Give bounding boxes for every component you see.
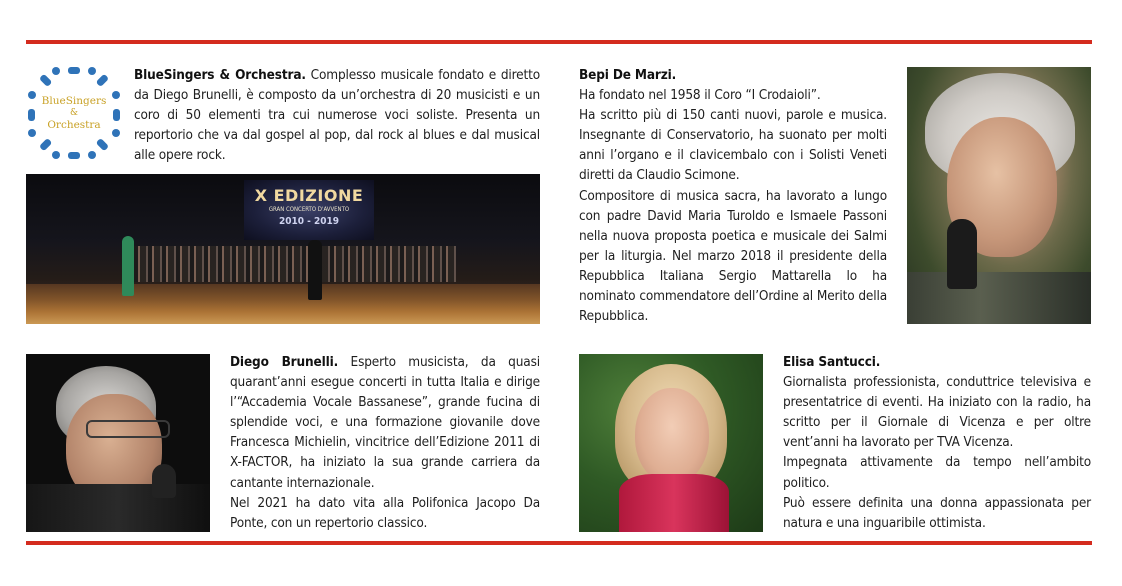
diego-portrait <box>26 354 210 532</box>
bepi-paragraph-1: Ha fondato nel 1958 il Coro “I Crodaioli”. <box>579 87 821 104</box>
conductor-silhouette <box>308 240 322 300</box>
screen-title: X EDIZIONE <box>254 186 364 205</box>
stage-floor <box>26 284 540 324</box>
logo-line3: Orchestra <box>47 119 101 131</box>
screen-years: 2010 - 2019 <box>278 216 340 227</box>
logo-line1: BlueSingers <box>41 95 107 107</box>
elisa-portrait <box>579 354 763 532</box>
diego-text-block <box>230 352 540 533</box>
elisa-paragraph-1: Giornalista professionista, conduttrice televisiva e presentatrice di eventi. Ha iniziato con la radio, ha scritto per il Giornale di Vicenza e per oltre vent’anni ha lavorato per TVA Vicenza. <box>783 374 1091 451</box>
elisa-text-block <box>783 352 1091 533</box>
logo-line2: & <box>69 108 78 118</box>
stage-screen <box>244 180 374 240</box>
choir-silhouette <box>126 246 456 282</box>
bepi-paragraph-2: Ha scritto più di 150 canti nuovi, parole e musica. Insegnante di Conservatorio, ha suonato per molti anni l’organo e il clavicembalo con i Solisti Veneti diretti da Claudio Scimone. <box>579 107 887 184</box>
bepi-portrait <box>907 67 1091 324</box>
bluesingers-text-block <box>134 65 540 165</box>
bepi-paragraph-3: Compositore di musica sacra, ha lavorato a lungo con padre David Maria Turoldo e Ismaele Passoni nella nuova proposta poetica e musicale dei Salmi per la liturgia. Nel marzo 2018 il presidente della Repubblica Italiana Sergio Mattarella lo ha nominato commendatore dell’Ordine al Merito della Repubblica. <box>579 187 887 325</box>
diego-paragraph-2: Nel 2021 ha dato vita alla Polifonica Jacopo Da Ponte, con un repertorio classico. <box>230 494 540 531</box>
elisa-paragraph-2: Impegnata attivamente da tempo nell’ambito politico. <box>783 454 1091 491</box>
top-red-rule <box>26 40 1092 44</box>
soloist-silhouette <box>122 236 134 296</box>
bottom-red-rule <box>26 541 1092 545</box>
elisa-paragraph-3: Può essere definita una donna appassionata per natura e una inguaribile ottimista. <box>783 494 1091 531</box>
bluesingers-description: Complesso musicale fondato e diretto da Diego Brunelli, è composto da un’orchestra di 20 musicisti e un coro di 50 elementi tra cui numerose voci soliste. Presenta un reportorio che va dal gospel al pop, dal rock al blues e dal musical alle opere rock. <box>134 67 541 164</box>
bluesingers-name: BlueSingers & Orchestra. <box>134 67 306 83</box>
diego-name: Diego Brunelli. <box>230 354 339 370</box>
bepi-text-block <box>579 65 887 326</box>
bepi-name: Bepi De Marzi. <box>579 67 677 83</box>
elisa-name: Elisa Santucci. <box>783 354 881 370</box>
diego-paragraph-1: Esperto musicista, da quasi quarant’anni esegue concerti in tutta Italia e dirige l’“Accademia Vocale Bassanese”, grande fucina di splendide voci, e una formazione giovanile dove Francesca Michielin, vincitrice dell’Edizione 2011 di X-FACTOR, ha iniziato la sua grande carriera da cantante internazionale. <box>230 354 540 491</box>
concert-photo <box>26 174 540 324</box>
bluesingers-logo <box>26 65 122 161</box>
screen-subtitle: GRAN CONCERTO D'AVVENTO <box>268 206 350 213</box>
